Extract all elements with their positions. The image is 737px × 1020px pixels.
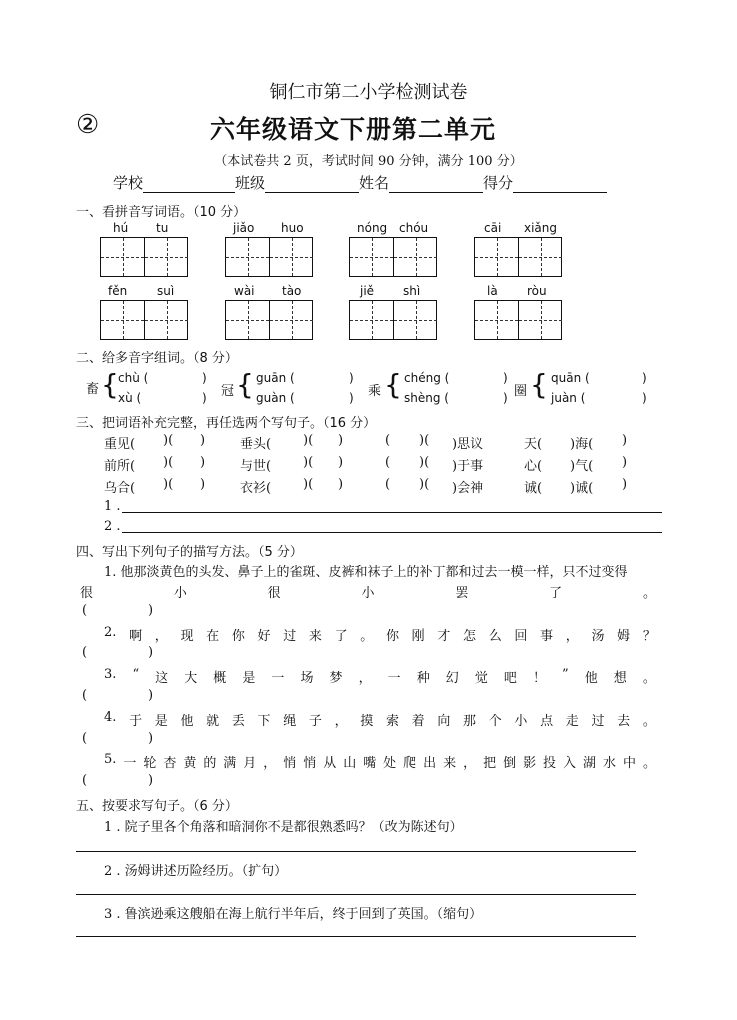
field-score-blank[interactable] (513, 176, 607, 193)
sentence-1a: 1. 他那淡黄色的头发、鼻子上的雀斑、皮裤和袜子上的补丁都和过去一模一样，只不过变得 (104, 565, 628, 580)
idiom-part: )海( (570, 437, 594, 452)
idiom-part: ) (622, 477, 628, 492)
answer-line[interactable] (76, 894, 636, 895)
polyphone-pinyin: xù ( (118, 391, 142, 405)
section4-heading: 四、写出下列句子的描写方法。（5 分） (76, 545, 303, 560)
idiom-part: ) (200, 433, 206, 448)
paren-close: ) (503, 391, 508, 405)
polyphone-char: 冠 (221, 384, 235, 399)
pinyin: jiǎo (233, 221, 255, 235)
writing-grid[interactable] (349, 237, 437, 277)
sentence-line-label: 1 . (104, 499, 121, 514)
polyphone-char: 乘 (368, 384, 382, 399)
pinyin: fěn (108, 284, 128, 298)
answer-paren-close: ) (148, 603, 154, 618)
writing-grid[interactable] (349, 300, 437, 340)
polyphone-char: 畜 (86, 382, 100, 397)
idiom-part: 前所( (104, 459, 136, 474)
paren-close: ) (642, 371, 647, 385)
writing-grid[interactable] (474, 237, 562, 277)
idiom-part: )思议 (452, 437, 484, 452)
idiom-part: ) (200, 477, 206, 492)
idiom-part: )( (303, 477, 314, 492)
exam-note: （本试卷共 2 页，考试时间 90 分钟，满分 100 分） (214, 154, 523, 169)
sentence-5: 5. 一 轮 杏 黄 的 满 月 ， 悄 悄 从 山 嘴 处 爬 出 来 ， 把 倒 影 投 入 湖 水 中 。 (104, 752, 656, 771)
answer-paren-open[interactable]: ( (82, 773, 88, 788)
idiom-part: ) (338, 455, 344, 470)
pinyin: ròu (527, 284, 547, 298)
pinyin: nóng (357, 221, 388, 235)
polyphone-pinyin: guān ( (256, 371, 295, 385)
field-school-blank[interactable] (143, 176, 235, 193)
writing-grid[interactable] (225, 300, 313, 340)
pinyin: jiě (360, 284, 375, 298)
idiom-part: 乌合( (104, 481, 136, 496)
field-class-blank[interactable] (265, 176, 359, 193)
question-1: 1 . 院子里各个角落和暗洞你不是都很熟悉吗？（改为陈述句） (104, 820, 463, 835)
answer-paren-close: ) (148, 773, 154, 788)
question-3: 3 . 鲁滨逊乘这艘船在海上航行半年后，终于回到了英国。（缩句） (104, 907, 483, 922)
polyphone-pinyin: quān ( (551, 371, 590, 385)
pinyin: hú (113, 221, 129, 235)
idiom-part: )( (419, 433, 430, 448)
idiom-part: ) (622, 455, 628, 470)
field-class-label: 班级 (235, 174, 266, 192)
brace: { (101, 368, 119, 401)
pinyin: wài (234, 284, 255, 298)
pinyin: huo (281, 221, 304, 235)
answer-paren-close: ) (148, 645, 154, 660)
paren-close: ) (642, 391, 647, 405)
writing-grid[interactable] (225, 237, 313, 277)
writing-grid[interactable] (100, 237, 188, 277)
sentence-line-label: 2 . (104, 519, 121, 534)
section3-heading: 三、把词语补充完整，再任选两个写句子。（16 分） (76, 416, 377, 431)
brace: { (236, 368, 254, 401)
pinyin: chóu (399, 221, 429, 235)
idiom-part: )于事 (452, 459, 484, 474)
answer-paren-open[interactable]: ( (82, 603, 88, 618)
idiom-part: )( (419, 477, 430, 492)
paren-close: ) (503, 371, 508, 385)
polyphone-pinyin: chéng ( (404, 371, 450, 385)
field-name-blank[interactable] (389, 176, 483, 193)
answer-paren-open[interactable]: ( (82, 731, 88, 746)
pinyin: là (487, 284, 498, 298)
answer-paren-open[interactable]: ( (82, 688, 88, 703)
idiom-part: 诚( (524, 481, 543, 496)
idiom-part: )气( (570, 459, 594, 474)
section5-heading: 五、按要求写句子。（6 分） (76, 799, 238, 814)
field-school-label: 学校 (113, 174, 144, 192)
pinyin: shì (403, 284, 421, 298)
idiom-part: )( (303, 455, 314, 470)
idiom-part: ) (338, 433, 344, 448)
idiom-part: )( (303, 433, 314, 448)
idiom-part: ( (385, 455, 391, 470)
idiom-part: )诚( (570, 481, 594, 496)
sentence-2: 2. 啊 ， 现 在 你 好 过 来 了 。 你 刚 才 怎 么 回 事 ， 汤 姆 ？ (104, 625, 656, 644)
idiom-part: ) (338, 477, 344, 492)
idiom-part: 重见( (104, 437, 136, 452)
idiom-part: 心( (524, 459, 543, 474)
answer-paren-close: ) (148, 731, 154, 746)
pinyin: suì (157, 284, 175, 298)
pinyin: xiǎng (524, 221, 558, 235)
idiom-part: 与世( (240, 459, 272, 474)
brace: { (530, 368, 548, 401)
sentence-4: 4. 于 是 他 就 丢 下 绳 子 ， 摸 索 着 向 那 个 小 点 走 过 去 。 (104, 710, 656, 729)
idiom-part: 垂头( (240, 437, 272, 452)
polyphone-pinyin: chù ( (118, 371, 149, 385)
pinyin: tào (282, 284, 302, 298)
answer-paren-close: ) (148, 688, 154, 703)
idiom-part: 衣衫( (240, 481, 272, 496)
answer-line[interactable] (122, 532, 662, 533)
sentence-3: 3. “ 这 大 概 是 一 场 梦 ， 一 种 幻 觉 吧 ！ ” 他 想 。 (104, 667, 656, 686)
paren-close: ) (202, 371, 207, 385)
idiom-part: ( (385, 433, 391, 448)
sentence-1b: 很 小 很 小 罢 了 。 (80, 586, 656, 601)
idiom-part: ) (200, 455, 206, 470)
field-score-label: 得分 (483, 174, 514, 192)
idiom-part: 天( (524, 437, 543, 452)
idiom-part: )( (163, 455, 174, 470)
polyphone-pinyin: guàn ( (256, 391, 295, 405)
paren-close: ) (349, 371, 354, 385)
section1-heading: 一、看拼音写词语。（10 分） (76, 205, 247, 220)
answer-line[interactable] (122, 512, 662, 513)
idiom-part: )( (163, 433, 174, 448)
answer-line[interactable] (76, 936, 636, 937)
field-name-label: 姓名 (359, 174, 390, 192)
answer-line[interactable] (76, 851, 636, 852)
main-title: 六年级语文下册第二单元 (210, 115, 497, 144)
question-2: 2 . 汤姆讲述历险经历。（扩句） (104, 864, 288, 879)
idiom-part: ( (385, 477, 391, 492)
pinyin: tu (156, 221, 169, 235)
pinyin: cāi (484, 221, 502, 235)
info-fields (113, 172, 607, 193)
paren-close: ) (202, 391, 207, 405)
polyphone-pinyin: shèng ( (404, 391, 449, 405)
polyphone-char: 圈 (514, 384, 528, 399)
idiom-part: )( (163, 477, 174, 492)
circled-number: ② (76, 110, 100, 140)
brace: { (384, 368, 402, 401)
section2-heading: 二、给多音字组词。（8 分） (76, 351, 238, 366)
writing-grid[interactable] (100, 300, 188, 340)
polyphone-pinyin: juàn ( (551, 391, 586, 405)
idiom-part: )会神 (452, 481, 484, 496)
idiom-part: ) (622, 433, 628, 448)
school-title: 铜仁市第二小学检测试卷 (269, 82, 468, 103)
idiom-part: )( (419, 455, 430, 470)
writing-grid[interactable] (474, 300, 562, 340)
answer-paren-open[interactable]: ( (82, 645, 88, 660)
paren-close: ) (349, 391, 354, 405)
